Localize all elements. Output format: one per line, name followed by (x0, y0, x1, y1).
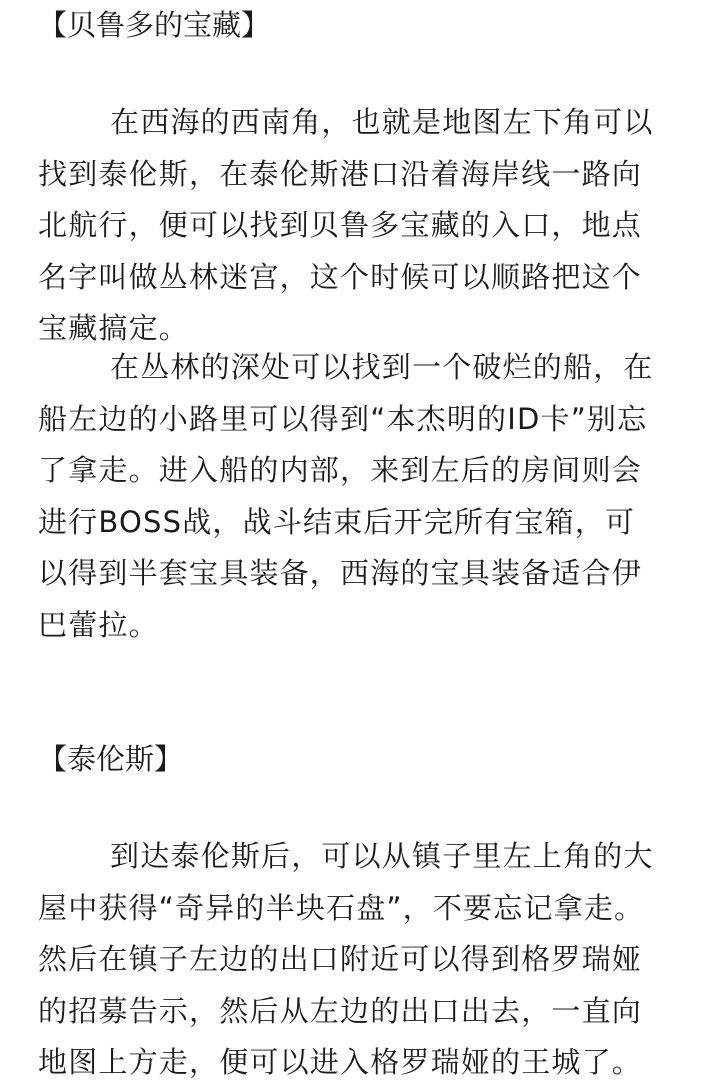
paragraph-jungle-ship (38, 342, 688, 651)
paragraph-line: 北航行，便可以找到贝鲁多宝藏的入口，地点 (38, 208, 643, 242)
paragraph-line: 地图上方走，便可以进入格罗瑞娅的王城了。 (38, 1045, 643, 1079)
paragraph-line: 了拿走。进入船的内部，来到左后的房间则会 (38, 453, 643, 487)
paragraph-line: 然后在镇子左边的出口附近可以得到格罗瑞娅 (38, 942, 643, 976)
paragraph-line: 在丛林的深处可以找到一个破烂的船，在 (110, 350, 654, 384)
paragraph-treasure-location (38, 97, 688, 355)
paragraph-line: 以得到半套宝具装备，西海的宝具装备适合伊 (38, 556, 643, 590)
section-heading-terrance: 【泰伦斯】 (38, 742, 184, 776)
paragraph-line: 宝藏搞定。 (38, 311, 190, 345)
paragraph-line: 的招募告示，然后从左边的出口出去，一直向 (38, 993, 643, 1028)
paragraph-line: 屋中获得“奇异的半块石盘”，不要忘记拿走。 (38, 890, 645, 925)
paragraph-line: 到达泰伦斯后，可以从镇子里左上角的大 (110, 839, 654, 873)
paragraph-line: 进行BOSS战，战斗结束后开完所有宝箱，可 (38, 504, 636, 539)
paragraph-line: 在西海的西南角，也就是地图左下角可以 (110, 105, 654, 139)
section-heading-berudo-treasure: 【贝鲁多的宝藏】 (38, 8, 271, 42)
paragraph-line: 名字叫做丛林迷宫，这个时候可以顺路把这个 (38, 259, 643, 294)
paragraph-line: 船左边的小路里可以得到“本杰明的ID卡”别忘 (38, 401, 648, 436)
paragraph-line: 巴蕾拉。 (38, 607, 159, 642)
paragraph-terrance-town (38, 831, 688, 1089)
paragraph-line: 找到泰伦斯，在泰伦斯港口沿着海岸线一路向 (38, 156, 643, 191)
